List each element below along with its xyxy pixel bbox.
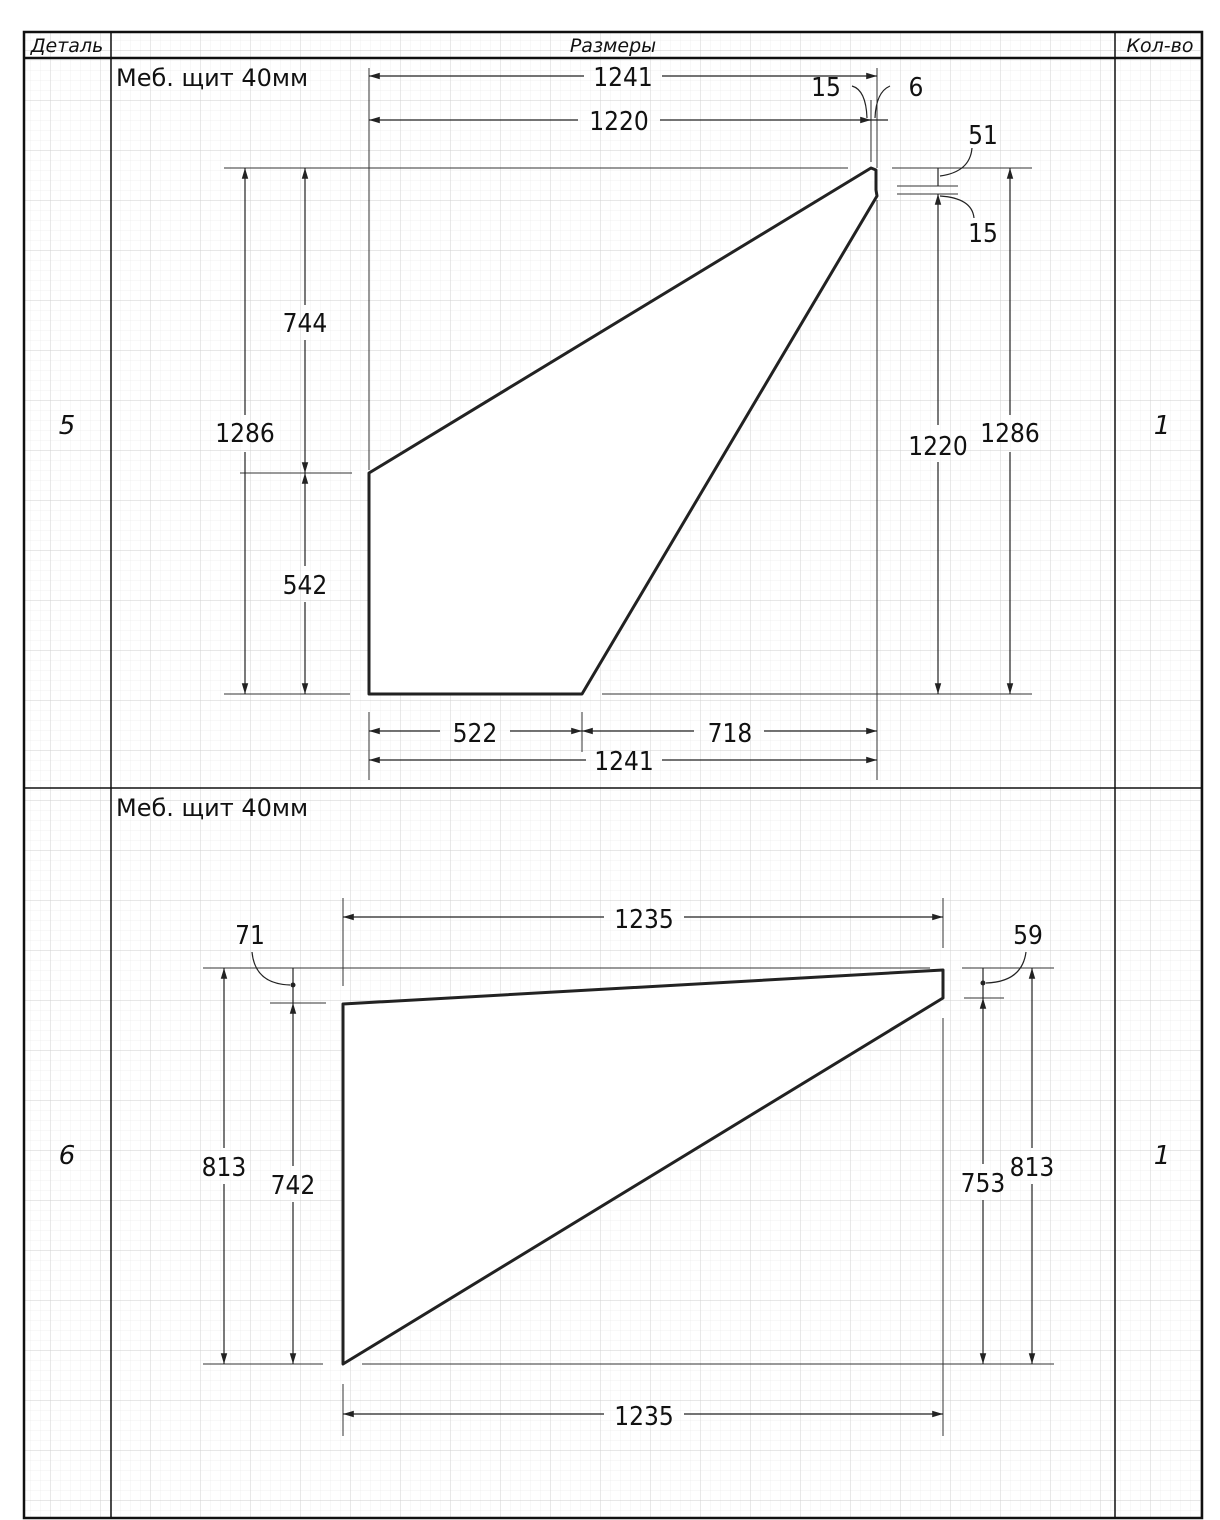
dim-right-total: 813: [1009, 1153, 1055, 1183]
dim-left-upper: 744: [282, 309, 328, 339]
dim-notch-h2: 15: [968, 219, 998, 249]
header-part: Деталь: [30, 35, 104, 57]
dim-right-total: 1286: [980, 419, 1040, 449]
dim-right-inner: 753: [960, 1169, 1006, 1199]
header-dimensions: Размеры: [569, 35, 657, 57]
dim-left-inner: 742: [270, 1171, 316, 1201]
dim-left-total: 813: [201, 1153, 247, 1183]
dim-notch-w2: 6: [908, 73, 924, 103]
part-id: 5: [58, 411, 76, 441]
dim-right-inner: 1220: [908, 432, 968, 462]
header-quantity: Кол-во: [1126, 35, 1194, 57]
part-qty: 1: [1153, 1141, 1171, 1171]
part-id: 6: [58, 1141, 76, 1171]
dim-notch-w1: 15: [811, 73, 841, 103]
material-label: Меб. щит 40мм: [116, 64, 309, 92]
dim-left-offset: 71: [235, 921, 265, 951]
dim-bottom-total: 1241: [594, 747, 654, 777]
dim-bottom-left: 522: [452, 719, 498, 749]
dim-bottom-width: 1235: [614, 1402, 674, 1432]
part-qty: 1: [1153, 411, 1171, 441]
material-label: Меб. щит 40мм: [116, 794, 309, 822]
dim-top-total: 1241: [593, 63, 653, 93]
dim-bottom-right: 718: [707, 719, 753, 749]
dim-left-total: 1286: [215, 419, 275, 449]
dim-right-offset: 59: [1013, 921, 1043, 951]
dim-left-lower: 542: [282, 571, 328, 601]
dim-top-inner: 1220: [589, 107, 649, 137]
dim-top-width: 1235: [614, 905, 674, 935]
dim-notch-h1: 51: [968, 121, 998, 151]
